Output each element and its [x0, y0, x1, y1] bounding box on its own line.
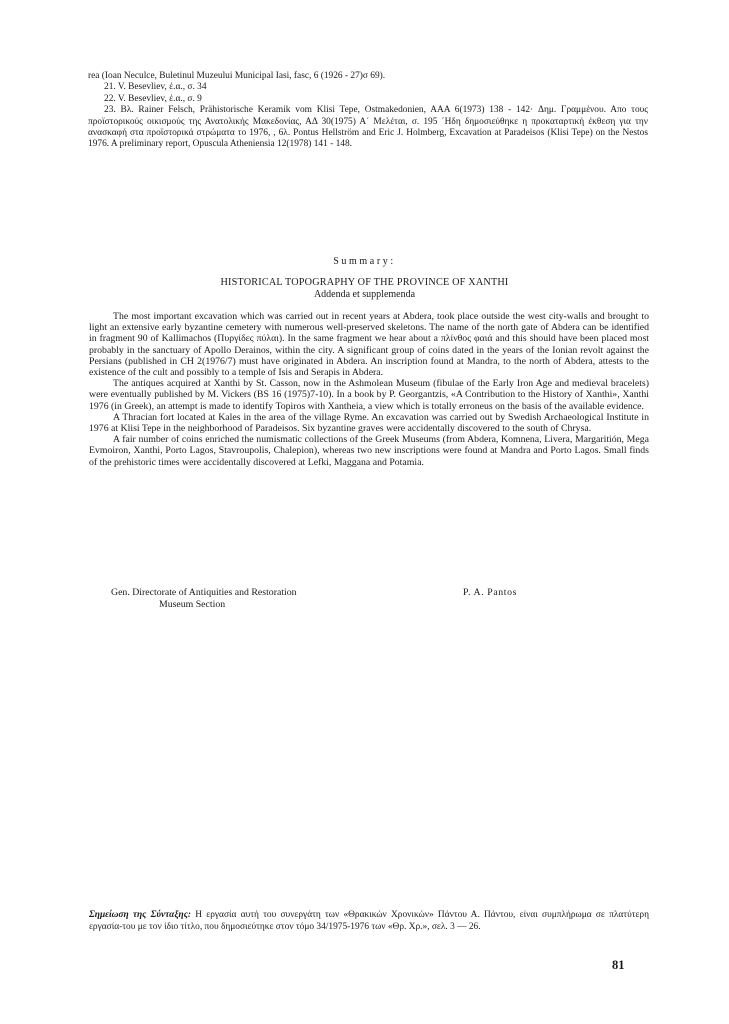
editor-note [89, 910, 649, 933]
summary-paragraph: A fair number of coins enriched the numismatic collections of the Greek Museums (from Abdera, Komnena, Livera, Margaritión, Mega Evmoiron, Xanthi, Porto Lagos, Stavroupolis, Chalepion), whereas two new inscriptions were found at Mandra and Porto Lagos. Small finds of the prehistoric times were accidentally discovered at Lefki, Maggana and Potamia. [89, 434, 649, 468]
footnotes [88, 71, 648, 151]
page-number: 81 [612, 958, 625, 972]
signoff-author: P. A. Pantos [463, 587, 518, 598]
editor-note-text: Η εργασία αυτή του συνεργάτη των «Θρακικών Χρονικών» Πάντου Α. Πάντου, είναι συμπλήρωμα σε πλατύτερη εργασία-του με τον ίδιο τίτλο, που δημοσιεύτηκε στον τόμο 34/1975-1976 των «Θρ. Χρ.», σελ. 3 — 26. [89, 910, 649, 932]
footnote-23: 23. Βλ. Rainer Felsch, Prähistorische Keramik vom Klisi Tepe, Ostmakedonien, AAA 6(1973) 138 - 142· Δημ. Γραμμένου. Απο τους προϊστορικούς οικισμούς της Ανατολικής Μακεδονίας, ΑΔ 30(1975) Α΄ Μελέται, σ. 195 ΄Ηδη δημοσιεύθηκε η προκαταρτική έκθεση για την ανασκαφή στα προϊστορικά στρώματα το 1976, , 6λ. Pontus Hellström and Eric J. Holmberg, Excavation at Paradeisos (Klisi Tepe) on the Nestos 1976. A preliminary report, Opuscula Atheniensia 12(1978) 141 - 148. [88, 105, 648, 150]
signoff-institution [111, 587, 297, 610]
summary-body [89, 311, 649, 468]
summary-paragraph: A Thracian fort located at Kales in the area of the village Ryme. An excavation was carried out by Swedish Archaeological Institute in 1976 at Klisi Tepe in the neighborhood of Paradeisos. Six byzantine graves were accidentally discovered to the south of Chrysa. [89, 411, 649, 435]
summary-title: HISTORICAL TOPOGRAPHY OF THE PROVINCE OF XANTHI [220, 277, 509, 288]
signoff-institution-line-2: Museum Section [159, 598, 226, 610]
summary-subtitle: Addenda et supplemenda [313, 289, 416, 300]
summary-paragraph: The most important excavation which was carried out in recent years at Abdera, took place outside the west city-walls and brought to light an extensive early byzantine cemetery with numerous well-preserved skeletons. The name of the north gate of Abdera can be identified in fragment 90 of Kallimachos (Πυργίδες πύλαι). In the same fragment we hear about a πλίνθος φαιά and this should have been placed most probably in the sanctuary of Apollo Derainos, within the city. A significant group of coins dated in the years of the Ionian revolt against the Persians (published in CH 2(1976/7) must have originated in Abdera. An inscription found at Mandra, to the north of Abdera, attests to the existence of the cult and possibly to a temple of Isis and Serapis in Abdera. [89, 311, 649, 379]
editor-note-label: Σημείωση της Σύνταξης: [89, 910, 192, 920]
footnote-21: 21. V. Besevliev, έ.α., σ. 34 [104, 82, 207, 93]
signoff-institution-line-1: Gen. Directorate of Antiquities and Restoration [111, 587, 297, 598]
summary-heading: Summary: [333, 256, 396, 267]
footnote-continuation: rea (Ioan Neculce, Buletinul Muzeului Municipal Iasi, fasc, 6 (1926 - 27)σ 69). [88, 71, 386, 81]
footnote-22: 22. V. Besevliev, έ.α., σ. 9 [104, 93, 202, 104]
summary-paragraph: The antiques acquired at Xanthi by St. Casson, now in the Ashmolean Museum (fibulae of the Early Iron Age and medieval bracelets) were eventually published by M. Vickers (BS 16 (1975)7-10). In a book by P. Georgantzis, «A Contribution to the History of Xanthi», Xanthi 1976 (in Greek), an attempt is made to identify Topiros with Xantheia, a view which is totally erroneus on the basis of the available evidence. [89, 378, 649, 412]
